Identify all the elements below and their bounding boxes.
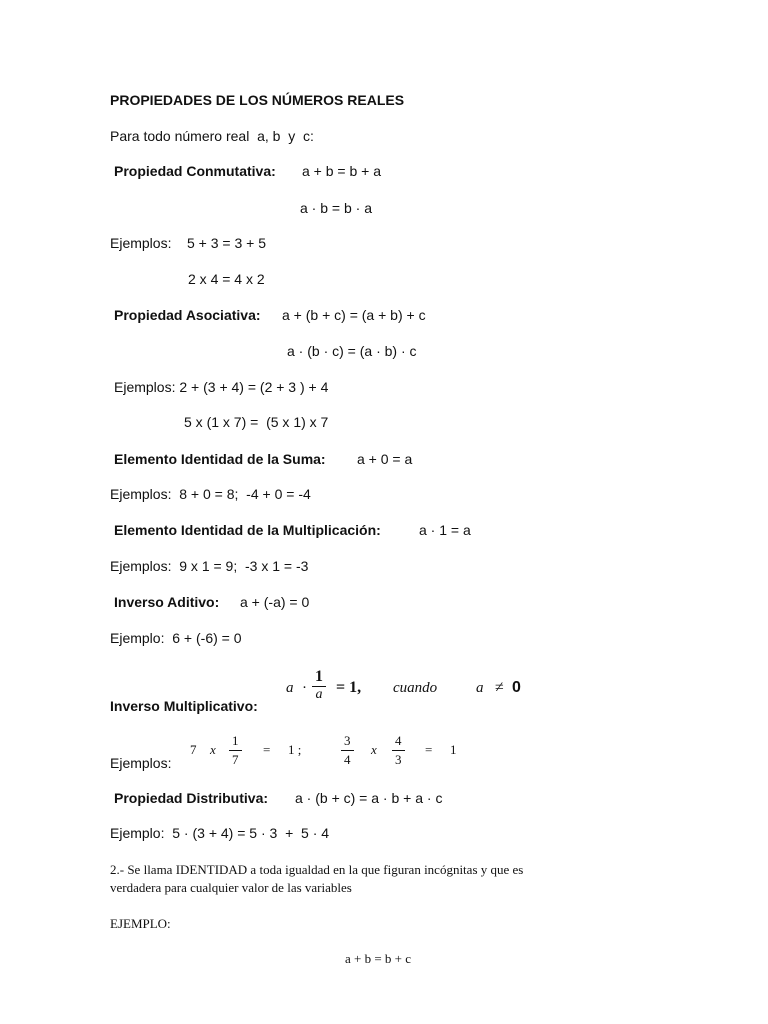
page-title: PROPIEDADES DE LOS NÚMEROS REALES — [110, 92, 405, 108]
inverso-mult-formula-neq: ≠ — [495, 679, 504, 696]
identidad-suma-eq: a + 0 = a — [357, 451, 413, 467]
inverso-mult-ej1-times: x — [210, 742, 216, 757]
inverso-mult-ej1-fraction — [229, 734, 242, 767]
identidad-ejemplo-label: EJEMPLO: — [110, 916, 171, 931]
identidad-mult-eq: a · 1 = a — [419, 522, 471, 538]
asociativa-ejemplo-2: 5 x (1 x 7) = (5 x 1) x 7 — [184, 414, 329, 430]
fraction-denominator: 3 — [395, 752, 402, 767]
identidad-definicion-line-1: 2.- Se llama IDENTIDAD a toda igualdad en la que figuran incógnitas y que es — [110, 862, 524, 877]
fraction-bar — [229, 750, 242, 751]
inverso-mult-formula-a2: a — [476, 680, 484, 696]
conmutativa-ejemplo-1: 5 + 3 = 3 + 5 — [187, 235, 267, 251]
identidad-suma-ejemplo: Ejemplos: 8 + 0 = 8; -4 + 0 = -4 — [110, 486, 311, 502]
inverso-aditivo-eq: a + (-a) = 0 — [240, 594, 310, 610]
distributiva-ejemplo: Ejemplo: 5 · (3 + 4) = 5 · 3 + 5 · 4 — [110, 825, 330, 841]
fraction-numerator: 3 — [344, 733, 351, 748]
inverso-aditivo-label: Inverso Aditivo: — [114, 594, 220, 610]
inverso-mult-ej1-equals: = — [263, 742, 271, 757]
conmutativa-ejemplo-2: 2 x 4 = 4 x 2 — [188, 271, 265, 287]
inverso-mult-ej2-fraction-1 — [341, 734, 354, 767]
inverso-mult-ej2-equals: = — [425, 742, 433, 757]
fraction-bar — [341, 750, 354, 751]
asociativa-label: Propiedad Asociativa: — [114, 307, 261, 323]
inverso-mult-label: Inverso Multiplicativo: — [110, 698, 258, 714]
inverso-mult-ej1-seven: 7 — [190, 742, 197, 757]
inverso-mult-ejemplos-label: Ejemplos: — [110, 755, 172, 771]
inverso-mult-ej2-times: x — [371, 742, 377, 757]
asociativa-ejemplo-1: Ejemplos: 2 + (3 + 4) = (2 + 3 ) + 4 — [114, 379, 329, 395]
identidad-mult-label: Elemento Identidad de la Multiplicación: — [114, 522, 381, 538]
inverso-mult-formula-a: a — [286, 680, 294, 696]
identidad-definicion-line-2: verdadera para cualquier valor de las variables — [110, 880, 352, 895]
distributiva-eq: a · (b + c) = a · b + a · c — [295, 790, 443, 806]
inverso-mult-formula-cuando: cuando — [393, 680, 438, 696]
inverso-mult-formula-equals: = 1, — [336, 679, 362, 696]
identidad-mult-ejemplo: Ejemplos: 9 x 1 = 9; -3 x 1 = -3 — [110, 558, 309, 574]
asociativa-eq-suma: a + (b + c) = (a + b) + c — [282, 307, 426, 323]
inverso-mult-formula-fraction — [312, 668, 326, 702]
identidad-ejemplo-eq: a + b = b + c — [345, 951, 412, 966]
inverso-mult-ej2-fraction-2 — [392, 734, 405, 767]
fraction-numerator: 1 — [315, 668, 323, 685]
conmutativa-eq-suma: a + b = b + a — [302, 163, 382, 179]
inverso-mult-ej2-result: 1 — [450, 742, 457, 757]
distributiva-label: Propiedad Distributiva: — [114, 790, 269, 806]
conmutativa-ejemplos-label: Ejemplos: — [110, 235, 172, 251]
fraction-numerator: 1 — [232, 733, 239, 748]
fraction-denominator: 4 — [344, 752, 351, 767]
inverso-mult-ej1-result: 1 ; — [288, 742, 302, 757]
asociativa-eq-mult: a · (b · c) = (a · b) · c — [287, 343, 417, 359]
inverso-mult-formula-zero: 0 — [512, 679, 521, 696]
identidad-suma-label: Elemento Identidad de la Suma: — [114, 451, 326, 467]
fraction-denominator: 7 — [232, 752, 239, 767]
conmutativa-label: Propiedad Conmutativa: — [114, 163, 276, 179]
inverso-mult-formula-dot: · — [302, 680, 307, 696]
fraction-bar — [392, 750, 405, 751]
fraction-denominator: a — [315, 687, 323, 702]
inverso-aditivo-ejemplo: Ejemplo: 6 + (-6) = 0 — [110, 630, 242, 646]
intro-text: Para todo número real a, b y c: — [110, 128, 314, 144]
fraction-numerator: 4 — [395, 733, 402, 748]
conmutativa-eq-mult: a · b = b · a — [300, 200, 372, 216]
